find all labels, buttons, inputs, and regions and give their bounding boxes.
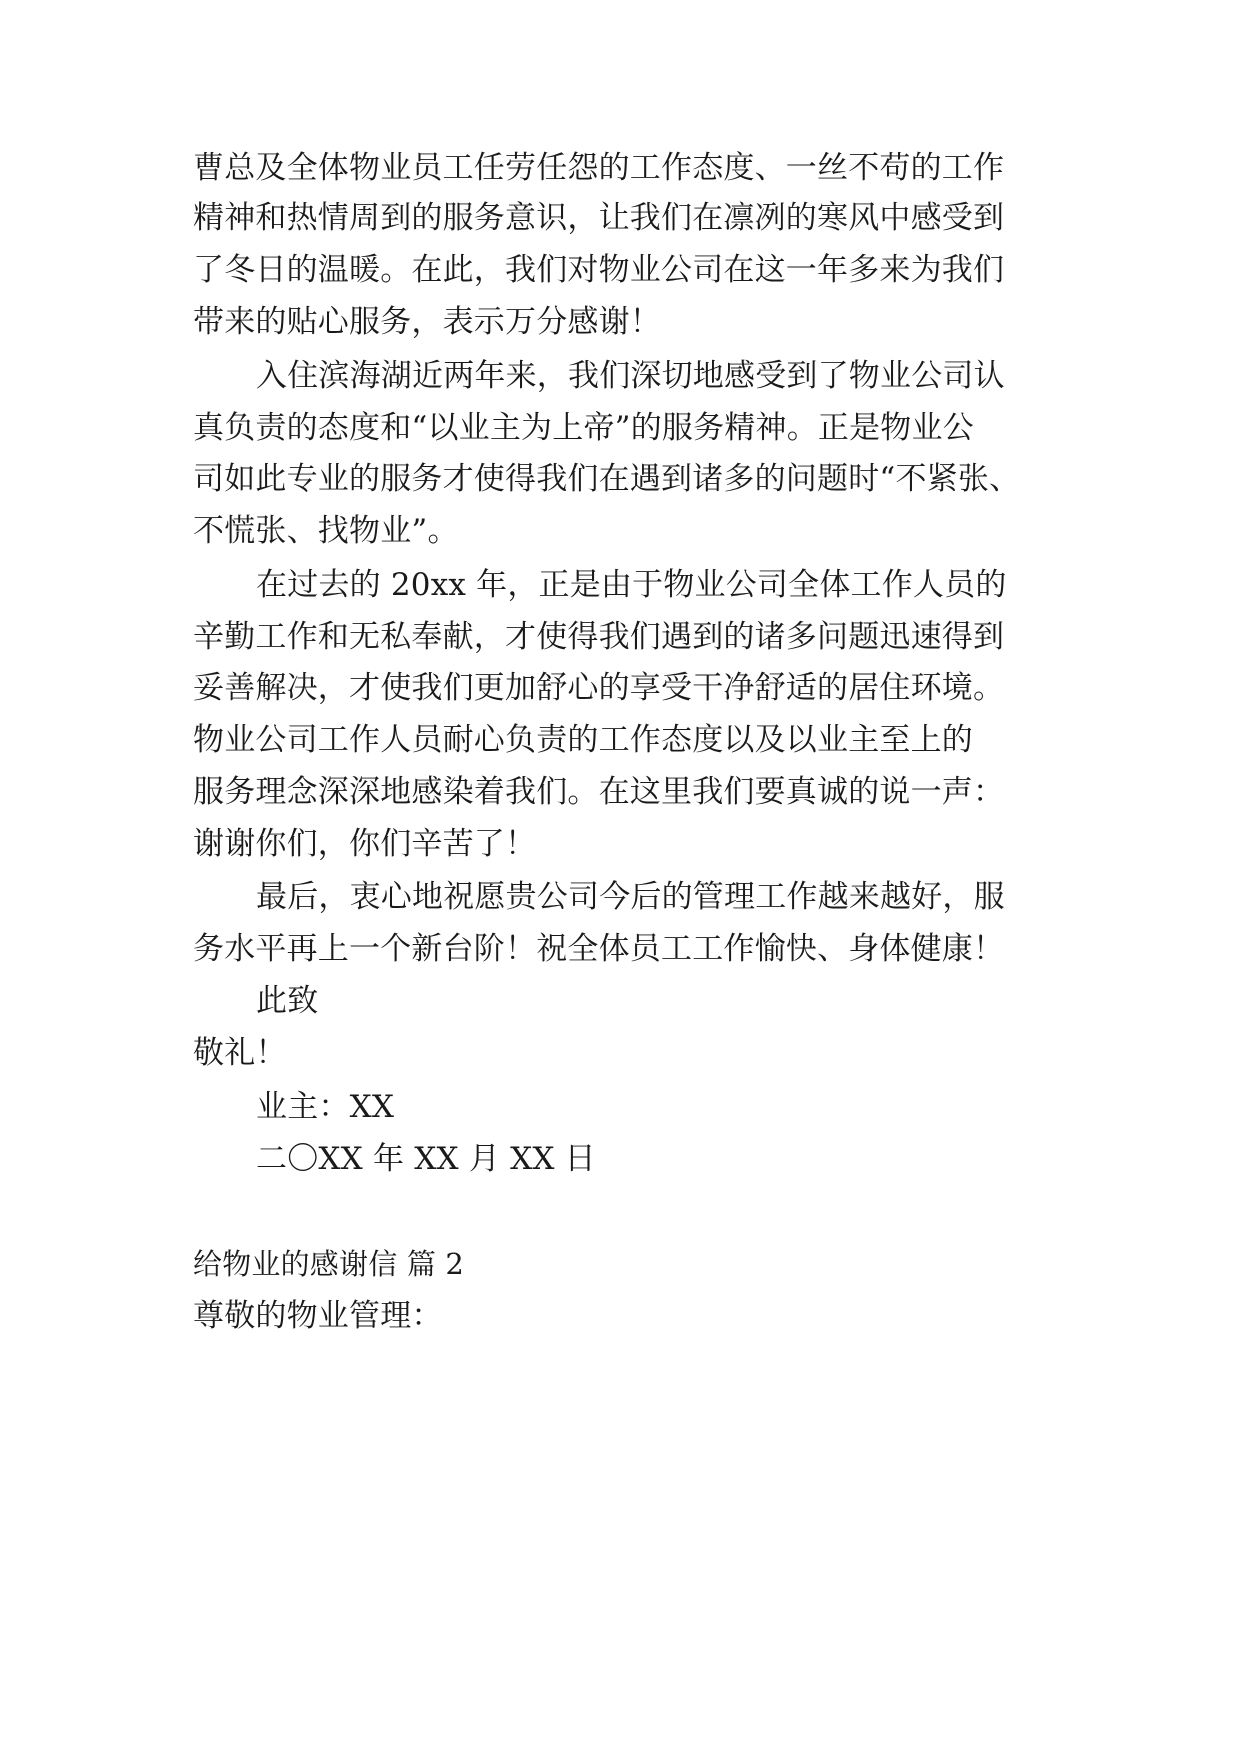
paragraph1-line-4: 带来的贴心服务，表示万分感谢！ [193, 304, 661, 340]
paragraph2-line-2: 真负责的态度和“以业主为上帝”的服务精神。正是物业公 [193, 410, 974, 446]
paragraph2-line-1: 入住滨海湖近两年来，我们深切地感受到了物业公司认 [256, 358, 1005, 394]
paragraph1-line-2: 精神和热情周到的服务意识，让我们在凛冽的寒风中感受到 [193, 200, 1005, 236]
paragraph3-line-5: 服务理念深深地感染着我们。在这里我们要真诚的说一声： [193, 774, 1005, 810]
salute-text: 敬礼！ [193, 1035, 287, 1071]
signature-text: 业主：XX [256, 1089, 395, 1125]
next-letter-title: 给物业的感谢信 篇 2 [193, 1247, 465, 1281]
paragraph3-line-2: 辛勤工作和无私奉献，才使得我们遇到的诸多问题迅速得到 [193, 619, 1005, 655]
paragraph4-line-1: 最后，衷心地祝愿贵公司今后的管理工作越来越好，服 [256, 879, 1005, 915]
paragraph1-line-1: 曹总及全体物业员工任劳任怨的工作态度、一丝不苟的工作 [193, 150, 1005, 186]
closing-text: 此致 [256, 983, 319, 1019]
paragraph3-line-3: 妥善解决，才使我们更加舒心的享受干净舒适的居住环境。 [193, 670, 1005, 706]
paragraph2-line-3: 司如此专业的服务才使得我们在遇到诸多的问题时“不紧张、 [193, 461, 1021, 497]
paragraph3-line-6: 谢谢你们，你们辛苦了！ [193, 826, 537, 862]
next-letter-greeting: 尊敬的物业管理： [193, 1298, 443, 1334]
paragraph4-line-2: 务水平再上一个新台阶！祝全体员工工作愉快、身体健康！ [193, 931, 1005, 967]
paragraph3-line-1: 在过去的 20xx 年，正是由于物业公司全体工作人员的 [256, 567, 1007, 603]
paragraph3-line-4: 物业公司工作人员耐心负责的工作态度以及以业主至上的 [193, 722, 973, 758]
paragraph1-line-3: 了冬日的温暖。在此，我们对物业公司在这一年多来为我们 [193, 252, 1005, 288]
date-text: 二〇XX 年 XX 月 XX 日 [256, 1141, 596, 1177]
paragraph2-line-4: 不慌张、找物业”。 [193, 513, 459, 549]
